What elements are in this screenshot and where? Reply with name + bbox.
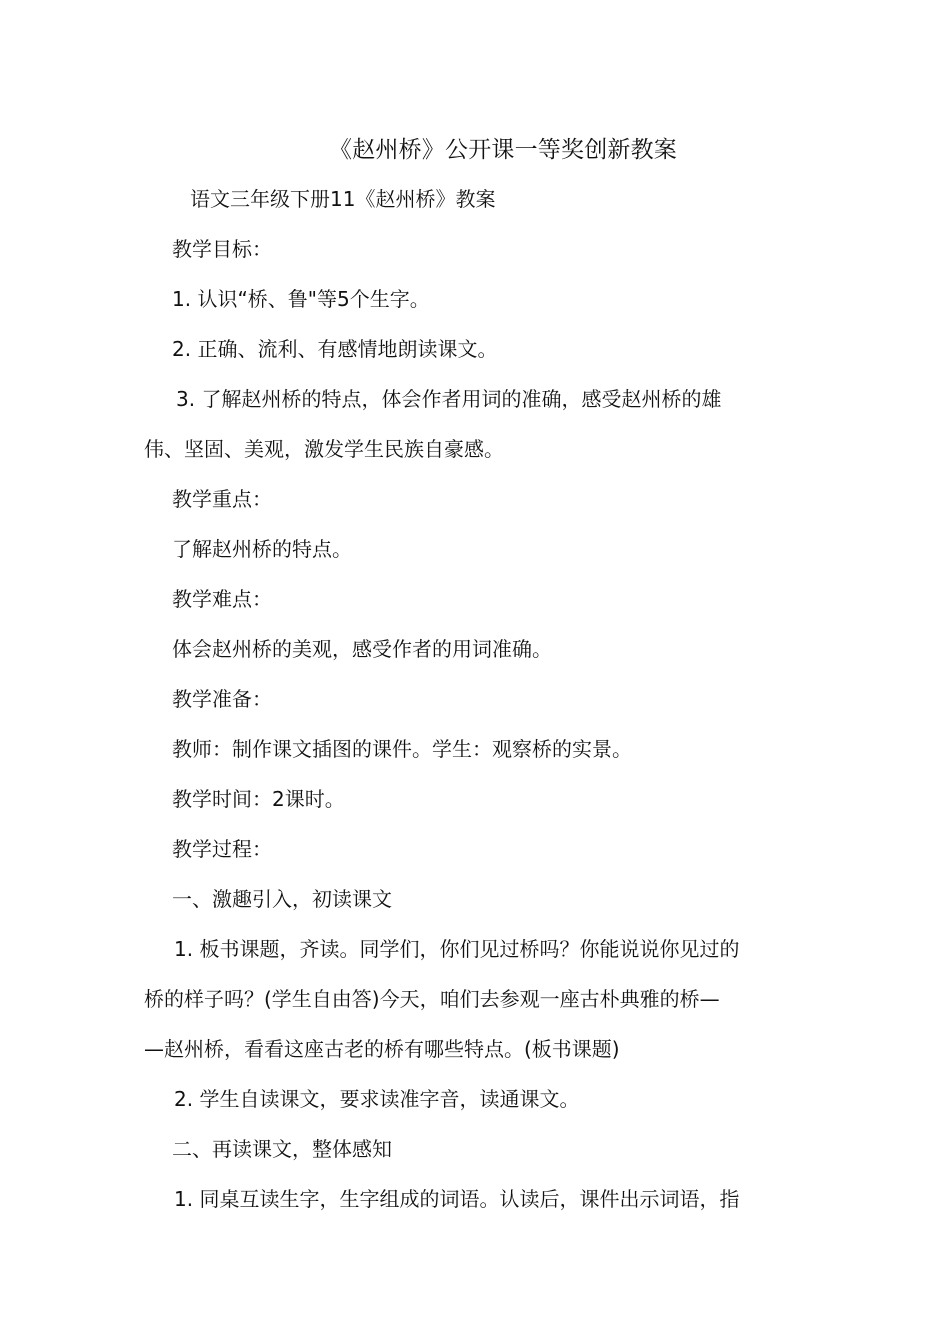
process-item-1-line-1: 1. 板书课题，齐读。同学们，你们见过桥吗？你能说说你见过的 (174, 937, 740, 961)
section-heading-1: 一、激趣引入，初读课文 (172, 887, 392, 911)
process-item-1-line-3: —赵州桥，看看这座古老的桥有哪些特点。(板书课题) (144, 1037, 620, 1061)
heading-process: 教学过程： (172, 837, 272, 861)
process-item-1-line-2: 桥的样子吗？(学生自由答)今天，咱们去参观一座古朴典雅的桥— (144, 987, 720, 1011)
process-item-3-line-1: 1. 同桌互读生字，生字组成的词语。认读后，课件出示词语，指 (174, 1187, 740, 1211)
preparation-text: 教师：制作课文插图的课件。学生：观察桥的实景。 (172, 737, 632, 761)
heading-preparation: 教学准备： (172, 687, 272, 711)
document-title: 《赵州桥》公开课一等奖创新教案 (329, 137, 677, 163)
heading-teaching-goals: 教学目标： (172, 237, 272, 261)
process-item-2: 2. 学生自读课文，要求读准字音，读通课文。 (174, 1087, 580, 1111)
difficulties-text: 体会赵州桥的美观，感受作者的用词准确。 (172, 637, 552, 661)
goal-item-3-line-2: 伟、坚固、美观，激发学生民族自豪感。 (144, 437, 504, 461)
heading-key-points: 教学重点： (172, 487, 272, 511)
paragraph-subtitle: 语文三年级下册11《赵州桥》教案 (190, 187, 496, 211)
section-heading-2: 二、再读课文，整体感知 (172, 1137, 392, 1161)
goal-item-3-line-1: 3. 了解赵州桥的特点，体会作者用词的准确，感受赵州桥的雄 (176, 387, 722, 411)
key-points-text: 了解赵州桥的特点。 (172, 537, 352, 561)
heading-difficulties: 教学难点： (172, 587, 272, 611)
teaching-time-text: 教学时间：2课时。 (172, 787, 345, 811)
goal-item-2: 2. 正确、流利、有感情地朗读课文。 (172, 337, 498, 361)
goal-item-1: 1. 认识“桥、鲁"等5个生字。 (172, 287, 430, 311)
